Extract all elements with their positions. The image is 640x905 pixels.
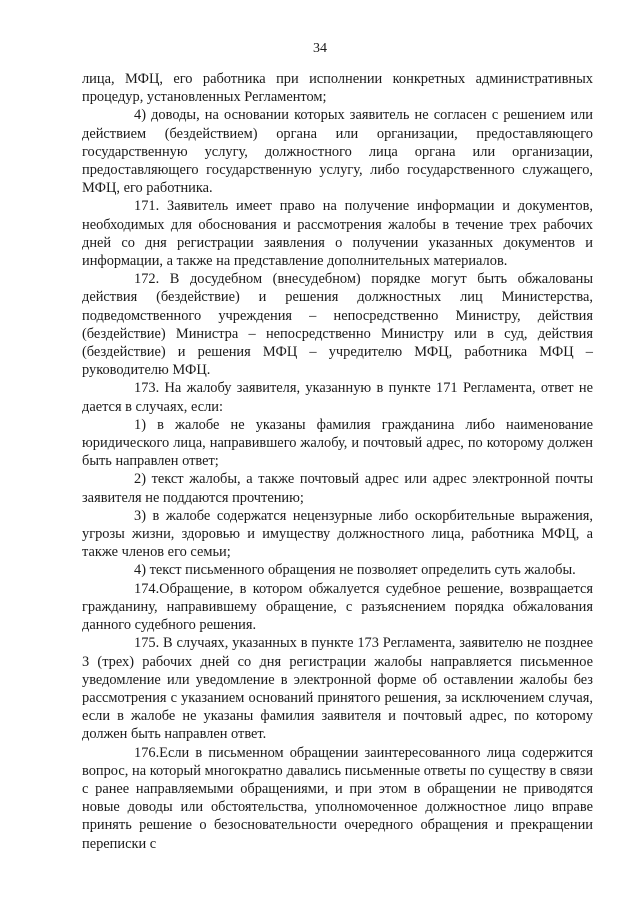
- paragraph-172: 172. В досудебном (внесудебном) порядке могут быть обжалованы действия (бездействие) и решения должностных лиц Министерства, подведомственного учреждения – непосредственно Министру, действия (бездействие) Министра – непосредственно Министру или в суд, действия (бездействие) и решения МФЦ – учредителю МФЦ, работника МФЦ – руководителю МФЦ.: [82, 271, 593, 379]
- paragraph-171: 171. Заявитель имеет право на получение информации и документов, необходимых для обоснования и рассмотрения жалобы в течение трех рабочих дней со дня регистрации заявления о получении указанных документов и информации, а также на представление дополнительных материалов.: [82, 198, 593, 270]
- paragraph-174: 174.Обращение, в котором обжалуется судебное решение, возвращается гражданину, направившему обращение, с разъяснением порядка обжалования данного судебного решения.: [82, 580, 593, 634]
- paragraph-175: 175. В случаях, указанных в пункте 173 Регламента, заявителю не позднее 3 (трех) рабочих дней со дня регистрации жалобы направляется письменное уведомление или уведомление в электронной форме об оставлении жалобы без рассмотрения с указанием оснований принятого решения, за исключением случая, если в жалобе не указаны фамилия заявителя и почтовый адрес, по которому должен быть направлен ответ.: [82, 635, 593, 743]
- paragraph-176: 176.Если в письменном обращении заинтересованного лица содержится вопрос, на который многократно давались письменные ответы по существу в связи с ранее направляемыми обращениями, и при этом в обращении не приводятся новые доводы или обстоятельства, уполномоченное должностное лицо вправе принять решение о безосновательности очередного обращения и прекращении переписки с: [82, 744, 593, 852]
- paragraph-continuation: лица, МФЦ, его работника при исполнении конкретных административных процедур, установленных Регламентом;: [82, 71, 593, 106]
- document-body: [82, 70, 593, 853]
- paragraph-173-item-1: 1) в жалобе не указаны фамилия гражданина либо наименование юридического лица, направившего жалобу, и почтовый адрес, по которому должен быть направлен ответ;: [82, 416, 593, 470]
- page-number: 34: [313, 41, 327, 56]
- paragraph-173: 173. На жалобу заявителя, указанную в пункте 171 Регламента, ответ не дается в случаях, если:: [82, 380, 593, 415]
- paragraph-173-item-2: 2) текст жалобы, а также почтовый адрес или адрес электронной почты заявителя не поддаются прочтению;: [82, 471, 593, 506]
- paragraph-item-4-arguments: 4) доводы, на основании которых заявитель не согласен с решением или действием (бездействием) органа или организации, предоставляющего государственную услугу, должностного лица органа или организации, предоставляющего государственную услугу, либо государственного служащего, МФЦ, его работника.: [82, 107, 593, 197]
- paragraph-173-item-4: 4) текст письменного обращения не позволяет определить суть жалобы.: [134, 562, 576, 579]
- paragraph-173-item-3: 3) в жалобе содержатся нецензурные либо оскорбительные выражения, угрозы жизни, здоровью и имуществу должностного лица, работника МФЦ, а также членов его семьи;: [82, 507, 593, 561]
